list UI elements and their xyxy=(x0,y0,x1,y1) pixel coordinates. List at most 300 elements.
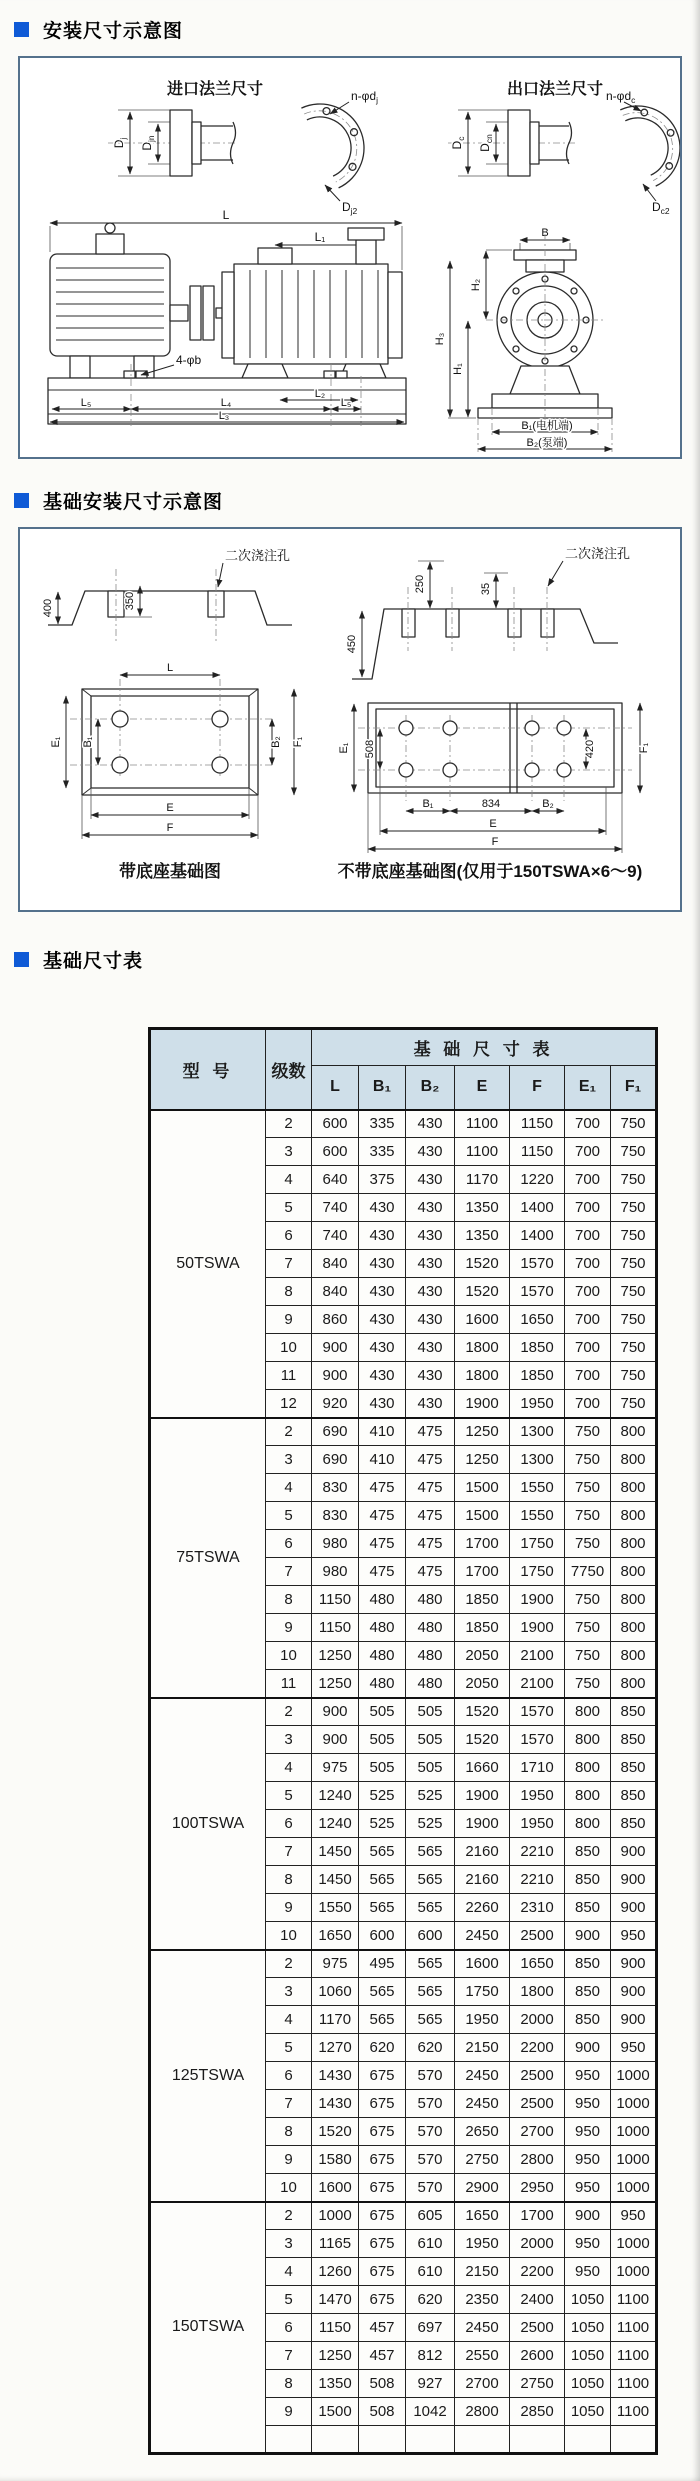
dim-value-cell: 850 xyxy=(611,1726,657,1754)
dim-value-cell: 850 xyxy=(611,1754,657,1782)
dim-value-cell: 2150 xyxy=(455,2034,510,2062)
dim-value-cell: 1650 xyxy=(510,1306,565,1334)
dim-value-cell: 430 xyxy=(406,1110,455,1138)
stage-cell: 8 xyxy=(266,1586,312,1614)
stage-cell: 4 xyxy=(266,1474,312,1502)
dim-value-cell: 1950 xyxy=(455,2230,510,2258)
dim-value-cell: 1550 xyxy=(510,1474,565,1502)
dim-value-cell: 2800 xyxy=(455,2398,510,2426)
dim-value-cell xyxy=(406,2426,455,2454)
caption-with-base: 带底座基础图 xyxy=(119,862,221,881)
dim-value-cell: 1520 xyxy=(455,1698,510,1726)
dim-value-cell: 1000 xyxy=(611,2146,657,2174)
dim-value-cell: 475 xyxy=(359,1530,406,1558)
dim-value-cell: 1000 xyxy=(312,2202,359,2230)
model-cell: 125TSWA xyxy=(150,1950,266,2202)
dim-value-cell: 1100 xyxy=(611,2286,657,2314)
dim-value-cell: 2450 xyxy=(455,1922,510,1950)
section-title: 基础尺寸表 xyxy=(43,951,144,972)
dim-value-cell: 1950 xyxy=(510,1390,565,1418)
dim-value-cell: 430 xyxy=(359,1390,406,1418)
dim-value-cell: 480 xyxy=(359,1642,406,1670)
dim-value-cell: 1600 xyxy=(312,2174,359,2202)
dim-value-cell: 480 xyxy=(359,1586,406,1614)
dim-value-cell: 675 xyxy=(359,2202,406,2230)
dim-value-cell: 508 xyxy=(359,2398,406,2426)
stage-cell: 10 xyxy=(266,2174,312,2202)
dim-value-cell: 927 xyxy=(406,2370,455,2398)
dim-value-cell: 1900 xyxy=(455,1810,510,1838)
dim-value-cell: 570 xyxy=(406,2062,455,2090)
dim-value-cell: 675 xyxy=(359,2118,406,2146)
dim-value-cell: 1900 xyxy=(510,1614,565,1642)
dim-value-cell: 505 xyxy=(359,1698,406,1726)
dim-value-cell: 950 xyxy=(565,2230,611,2258)
dim-label-F-plan: F xyxy=(166,822,174,834)
dim-value-cell: 2050 xyxy=(455,1642,510,1670)
stage-cell: 6 xyxy=(266,1530,312,1558)
blue-square-bullet-icon xyxy=(14,493,29,508)
table-row xyxy=(150,1418,657,1446)
dim-value-cell: 980 xyxy=(312,1558,359,1586)
dim-value-cell: 505 xyxy=(406,1698,455,1726)
blue-square-bullet-icon xyxy=(14,952,29,967)
dim-value-cell: 430 xyxy=(359,1306,406,1334)
stage-cell: 7 xyxy=(266,1558,312,1586)
foundation-plan-with-base xyxy=(50,662,304,839)
dim-value-cell: 430 xyxy=(406,1390,455,1418)
dim-value-cell: 750 xyxy=(611,1250,657,1278)
dim-value-cell: 900 xyxy=(611,1894,657,1922)
dim-value-cell: 2000 xyxy=(510,2230,565,2258)
dim-value-cell: 475 xyxy=(406,1558,455,1586)
dim-value-cell: 1900 xyxy=(455,1782,510,1810)
pump-assembly-side-view xyxy=(48,208,406,426)
installation-diagram-panel xyxy=(18,56,682,459)
caption-without-base: 不带底座基础图(仅用于150TSWA×6～9) xyxy=(337,862,643,881)
dim-value-cell: 1170 xyxy=(455,1166,510,1194)
model-cell: 75TSWA xyxy=(150,1418,266,1698)
dim-value-cell: 2900 xyxy=(455,2174,510,2202)
dim-value-cell: 2260 xyxy=(455,1894,510,1922)
dim-value-cell: 975 xyxy=(312,1754,359,1782)
dim-value-cell: 1250 xyxy=(455,1446,510,1474)
dim-value-cell: 950 xyxy=(565,2174,611,2202)
dim-value-cell: 920 xyxy=(312,1390,359,1418)
foundation-side-view-without-base xyxy=(346,546,630,679)
dim-value-cell: 750 xyxy=(611,1222,657,1250)
stage-cell: 4 xyxy=(266,1754,312,1782)
dim-label-L4: L₄ xyxy=(220,397,232,409)
dim-value-cell: 480 xyxy=(359,1670,406,1698)
stage-cell: 10 xyxy=(266,1334,312,1362)
dim-value-cell: 2600 xyxy=(510,2342,565,2370)
dim-value-cell: 1000 xyxy=(611,2090,657,2118)
dim-label-E-plan: E xyxy=(166,802,174,814)
dim-value-cell: 1520 xyxy=(455,1250,510,1278)
dim-value-cell: 1100 xyxy=(611,2398,657,2426)
stage-cell: 9 xyxy=(266,1306,312,1334)
dim-label-B1-motor-end: B₁(电机端) xyxy=(521,420,573,432)
dim-value-cell: 675 xyxy=(359,2062,406,2090)
dim-value-cell: 750 xyxy=(565,1642,611,1670)
dim-value-cell: 1850 xyxy=(455,1586,510,1614)
stage-cell xyxy=(266,2426,312,2454)
foundation-table-body xyxy=(150,1110,657,2454)
stage-cell: 7 xyxy=(266,1250,312,1278)
dim-value-cell: 600 xyxy=(312,1138,359,1166)
dim-value-cell: 800 xyxy=(565,1726,611,1754)
dim-value-cell: 850 xyxy=(565,2006,611,2034)
dim-value-cell: 1060 xyxy=(312,1978,359,2006)
dim-value-cell: 480 xyxy=(406,1642,455,1670)
dim-value-cell: 2310 xyxy=(510,1894,565,1922)
dim-value-cell: 430 xyxy=(359,1222,406,1250)
dim-value-cell: 750 xyxy=(565,1446,611,1474)
dim-label-B2-plan: B₂ xyxy=(270,736,282,748)
dim-value-cell: 565 xyxy=(406,1894,455,1922)
dim-value-cell: 1650 xyxy=(312,1922,359,1950)
stage-cell: 9 xyxy=(266,1894,312,1922)
dim-value-cell: 860 xyxy=(312,1306,359,1334)
col-header-span: 基 础 尺 寸 表 xyxy=(312,1029,657,1066)
stage-cell: 5 xyxy=(266,1782,312,1810)
dim-value-cell: 1100 xyxy=(455,1138,510,1166)
dim-value-cell: 480 xyxy=(406,1614,455,1642)
dim-value-cell: 1150 xyxy=(510,1138,565,1166)
dim-value-cell: 690 xyxy=(312,1446,359,1474)
dim-value-cell: 850 xyxy=(565,1894,611,1922)
dim-value-cell: 600 xyxy=(359,1922,406,1950)
dim-value-cell: 1500 xyxy=(455,1502,510,1530)
inlet-flange-section-view xyxy=(108,110,238,176)
dim-value-cell: 950 xyxy=(565,2118,611,2146)
dim-value-cell: 1650 xyxy=(455,2202,510,2230)
dim-label-Djn: $D_{jn}$ xyxy=(140,135,156,151)
dim-value-cell: 900 xyxy=(312,1334,359,1362)
section-title: 基础安装尺寸示意图 xyxy=(43,492,224,513)
dim-label-E1-plan: E₁ xyxy=(50,736,62,748)
dim-value-cell: 2700 xyxy=(510,2118,565,2146)
dim-value-cell: 475 xyxy=(406,1446,455,1474)
outlet-flange-face-view xyxy=(606,89,680,216)
dim-value-cell: 1000 xyxy=(611,2118,657,2146)
dim-value-cell: 1170 xyxy=(312,2006,359,2034)
dim-value-cell: 690 xyxy=(312,1418,359,1446)
model-cell: 150TSWA xyxy=(150,2202,266,2454)
stage-cell: 4 xyxy=(266,1166,312,1194)
dim-label-L1: L₁ xyxy=(314,230,326,244)
dim-value-cell: 800 xyxy=(611,1474,657,1502)
dim-value-cell: 2500 xyxy=(510,2062,565,2090)
dim-value-cell: 610 xyxy=(406,2258,455,2286)
dim-value-cell: 675 xyxy=(359,2286,406,2314)
stage-cell: 4 xyxy=(266,2258,312,2286)
dim-value-cell: 2050 xyxy=(455,1670,510,1698)
dim-value-cell: 750 xyxy=(611,1390,657,1418)
dim-value-cell: 700 xyxy=(565,1110,611,1138)
dim-value-cell: 980 xyxy=(312,1530,359,1558)
dim-value-cell: 700 xyxy=(565,1194,611,1222)
dim-value-cell: 475 xyxy=(406,1418,455,1446)
dim-value-cell: 2200 xyxy=(510,2258,565,2286)
dim-value-cell: 1700 xyxy=(455,1558,510,1586)
dim-value-cell: 800 xyxy=(565,1698,611,1726)
dim-value-cell: 840 xyxy=(312,1250,359,1278)
dim-value-cell: 505 xyxy=(406,1754,455,1782)
dim-label-F1-plan: F₁ xyxy=(292,736,304,748)
dim-value-cell: 505 xyxy=(406,1726,455,1754)
dim-label-bolt-holes-inlet: $n-\varphi d_j$ xyxy=(351,89,379,105)
dim-value-cell: 640 xyxy=(312,1166,359,1194)
col-header-model: 型 号 xyxy=(150,1029,266,1110)
dim-label-834: 834 xyxy=(481,798,501,810)
dim-value-cell: 2500 xyxy=(510,2090,565,2118)
dim-value-cell: 430 xyxy=(406,1306,455,1334)
dim-value-cell: 1300 xyxy=(510,1446,565,1474)
dim-value-cell: 565 xyxy=(359,1894,406,1922)
dim-value-cell: 1710 xyxy=(510,1754,565,1782)
dim-value-cell: 950 xyxy=(565,2258,611,2286)
dim-value-cell: 700 xyxy=(565,1334,611,1362)
dim-value-cell: 1260 xyxy=(312,2258,359,2286)
dim-label-bolt-holes-outlet: $n-\varphi d_c$ xyxy=(606,89,636,105)
dim-value-cell: 800 xyxy=(611,1446,657,1474)
dim-value-cell: 600 xyxy=(406,1922,455,1950)
inlet-flange-title: 进口法兰尺寸 xyxy=(166,81,264,98)
dim-value-cell: 750 xyxy=(565,1670,611,1698)
dim-value-cell: 1430 xyxy=(312,2062,359,2090)
dim-value-cell: 1950 xyxy=(455,2006,510,2034)
dim-value-cell: 570 xyxy=(406,2146,455,2174)
stage-cell: 10 xyxy=(266,1922,312,1950)
dim-value-cell: 1150 xyxy=(312,1586,359,1614)
dim-value-cell: 740 xyxy=(312,1222,359,1250)
dim-value-cell: 1050 xyxy=(565,2398,611,2426)
dim-value-cell: 1660 xyxy=(455,1754,510,1782)
dim-value-cell: 1400 xyxy=(510,1194,565,1222)
dim-value-cell: 430 xyxy=(359,1334,406,1362)
dim-value-cell: 2350 xyxy=(455,2286,510,2314)
dim-value-cell: 525 xyxy=(359,1782,406,1810)
dim-value-cell: 750 xyxy=(611,1110,657,1138)
dim-label-L3: L₃ xyxy=(218,410,230,422)
dim-value-cell: 2100 xyxy=(510,1670,565,1698)
dim-label-H3: H₃ xyxy=(434,332,446,346)
stage-cell: 2 xyxy=(266,2202,312,2230)
col-header-F1: F₁ xyxy=(611,1066,657,1110)
dim-value-cell: 1050 xyxy=(565,2314,611,2342)
dim-value-cell: 1150 xyxy=(510,1110,565,1138)
dim-value-cell: 505 xyxy=(359,1726,406,1754)
dim-value-cell: 1900 xyxy=(510,1586,565,1614)
dim-value-cell: 525 xyxy=(359,1810,406,1838)
dim-value-cell: 1240 xyxy=(312,1782,359,1810)
dim-label-L: L xyxy=(222,208,230,222)
stage-cell: 8 xyxy=(266,2370,312,2398)
dim-label-35: 35 xyxy=(480,582,492,596)
dim-value-cell: 480 xyxy=(359,1614,406,1642)
dim-value-cell: 950 xyxy=(565,2062,611,2090)
dim-value-cell: 950 xyxy=(611,1922,657,1950)
dim-value-cell: 1350 xyxy=(455,1194,510,1222)
discharge-flange xyxy=(348,228,384,240)
dim-value-cell: 1250 xyxy=(312,1670,359,1698)
dim-value-cell: 700 xyxy=(565,1278,611,1306)
col-header-F: F xyxy=(510,1066,565,1110)
dim-value-cell: 565 xyxy=(406,1950,455,1978)
model-cell: 50TSWA xyxy=(150,1110,266,1418)
dim-value-cell: 430 xyxy=(406,1166,455,1194)
dim-value-cell: 600 xyxy=(312,1110,359,1138)
dim-value-cell: 1750 xyxy=(455,1978,510,2006)
dim-value-cell xyxy=(359,2426,406,2454)
dim-value-cell: 570 xyxy=(406,2090,455,2118)
dim-value-cell: 1500 xyxy=(312,2398,359,2426)
dim-value-cell: 1150 xyxy=(312,2314,359,2342)
dim-value-cell: 2160 xyxy=(455,1866,510,1894)
dim-value-cell xyxy=(312,2426,359,2454)
dim-value-cell: 1050 xyxy=(565,2286,611,2314)
dim-label-F-plan2: F xyxy=(491,836,499,848)
dim-label-4phib: 4-φb xyxy=(176,353,202,367)
stage-cell: 9 xyxy=(266,1614,312,1642)
dim-value-cell: 2800 xyxy=(510,2146,565,2174)
dim-value-cell: 2950 xyxy=(510,2174,565,2202)
dim-value-cell: 850 xyxy=(565,1838,611,1866)
col-header-B2: B₂ xyxy=(406,1066,455,1110)
dim-value-cell: 2850 xyxy=(510,2398,565,2426)
dim-value-cell: 1750 xyxy=(510,1558,565,1586)
dim-value-cell: 570 xyxy=(406,2118,455,2146)
dim-value-cell: 565 xyxy=(359,1838,406,1866)
dim-value-cell: 1570 xyxy=(510,1698,565,1726)
stage-cell: 5 xyxy=(266,1502,312,1530)
dim-value-cell: 1550 xyxy=(312,1894,359,1922)
dim-value-cell: 1750 xyxy=(510,1530,565,1558)
dim-value-cell: 565 xyxy=(406,1866,455,1894)
dim-value-cell: 620 xyxy=(406,2034,455,2062)
dim-value-cell: 1800 xyxy=(510,1978,565,2006)
dim-value-cell: 1000 xyxy=(611,2230,657,2258)
col-header-B1: B₁ xyxy=(359,1066,406,1110)
dim-label-E1-plan2: E₁ xyxy=(338,742,350,754)
dim-value-cell: 7750 xyxy=(565,1558,611,1586)
dim-value-cell: 1800 xyxy=(455,1362,510,1390)
dim-value-cell: 900 xyxy=(611,1866,657,1894)
dim-value-cell: 620 xyxy=(359,2034,406,2062)
dim-value-cell: 800 xyxy=(611,1586,657,1614)
dim-value-cell: 800 xyxy=(611,1670,657,1698)
dim-value-cell: 850 xyxy=(565,1866,611,1894)
dim-value-cell: 750 xyxy=(611,1278,657,1306)
stage-cell: 11 xyxy=(266,1362,312,1390)
dim-value-cell: 1000 xyxy=(611,2062,657,2090)
dim-value-cell: 1500 xyxy=(455,1474,510,1502)
dim-value-cell: 505 xyxy=(359,1754,406,1782)
stage-cell: 10 xyxy=(266,1642,312,1670)
dim-value-cell: 2210 xyxy=(510,1866,565,1894)
dim-value-cell xyxy=(565,2426,611,2454)
stage-cell: 2 xyxy=(266,1418,312,1446)
dim-value-cell: 565 xyxy=(406,1978,455,2006)
dim-value-cell: 475 xyxy=(359,1502,406,1530)
stage-cell: 7 xyxy=(266,2090,312,2118)
dim-value-cell: 700 xyxy=(565,1306,611,1334)
dim-label-400: 400 xyxy=(42,598,54,618)
dim-value-cell: 2150 xyxy=(455,2258,510,2286)
col-header-E: E xyxy=(455,1066,510,1110)
dim-value-cell: 1600 xyxy=(455,1306,510,1334)
stage-cell: 7 xyxy=(266,2342,312,2370)
dim-value-cell: 750 xyxy=(611,1194,657,1222)
dim-value-cell: 475 xyxy=(359,1558,406,1586)
dim-value-cell: 570 xyxy=(406,2174,455,2202)
dim-value-cell: 565 xyxy=(406,1838,455,1866)
dim-value-cell: 750 xyxy=(565,1614,611,1642)
dim-value-cell: 700 xyxy=(565,1166,611,1194)
stage-cell: 2 xyxy=(266,1698,312,1726)
dim-label-F1-plan2: F₁ xyxy=(638,742,650,754)
dim-label-E-plan2: E xyxy=(489,818,497,830)
dim-value-cell: 800 xyxy=(611,1502,657,1530)
dim-value-cell: 1580 xyxy=(312,2146,359,2174)
dim-value-cell: 1000 xyxy=(611,2258,657,2286)
dim-value-cell: 1050 xyxy=(565,2342,611,2370)
dim-value-cell: 1240 xyxy=(312,1810,359,1838)
dim-value-cell: 1350 xyxy=(455,1222,510,1250)
dim-value-cell: 740 xyxy=(312,1194,359,1222)
dim-value-cell: 675 xyxy=(359,2258,406,2286)
dim-value-cell: 800 xyxy=(565,1810,611,1838)
col-header-stages: 级数 xyxy=(266,1029,312,1110)
pump-body xyxy=(222,228,402,378)
dim-value-cell: 1850 xyxy=(510,1334,565,1362)
dim-value-cell: 1400 xyxy=(510,1222,565,1250)
dim-value-cell: 750 xyxy=(565,1530,611,1558)
dim-value-cell: 700 xyxy=(565,1362,611,1390)
dim-value-cell: 2750 xyxy=(455,2146,510,2174)
stage-cell: 3 xyxy=(266,1138,312,1166)
dim-value-cell: 850 xyxy=(565,1950,611,1978)
outlet-flange-title: 出口法兰尺寸 xyxy=(506,81,604,98)
dim-value-cell: 750 xyxy=(565,1586,611,1614)
dim-value-cell: 700 xyxy=(565,1250,611,1278)
dim-value-cell: 430 xyxy=(406,1278,455,1306)
dim-value-cell: 605 xyxy=(406,2202,455,2230)
stage-cell: 11 xyxy=(266,1670,312,1698)
stage-cell: 9 xyxy=(266,2398,312,2426)
stage-cell: 8 xyxy=(266,2118,312,2146)
dim-value-cell: 1520 xyxy=(455,1726,510,1754)
model-cell: 100TSWA xyxy=(150,1698,266,1950)
dim-label-508: 508 xyxy=(364,739,376,759)
dim-value-cell: 1250 xyxy=(455,1418,510,1446)
stage-cell: 6 xyxy=(266,1222,312,1250)
dim-value-cell: 850 xyxy=(611,1810,657,1838)
dim-value-cell: 950 xyxy=(611,2034,657,2062)
table-row xyxy=(150,2202,657,2230)
stage-cell: 3 xyxy=(266,1446,312,1474)
dim-label-L5-left: L₅ xyxy=(80,397,92,409)
dim-value-cell: 495 xyxy=(359,1950,406,1978)
dim-value-cell: 430 xyxy=(406,1138,455,1166)
table-row xyxy=(150,1950,657,1978)
discharge-pipe xyxy=(356,240,376,264)
dim-value-cell: 840 xyxy=(312,1278,359,1306)
dim-value-cell: 900 xyxy=(565,2034,611,2062)
dim-value-cell: 900 xyxy=(611,1950,657,1978)
